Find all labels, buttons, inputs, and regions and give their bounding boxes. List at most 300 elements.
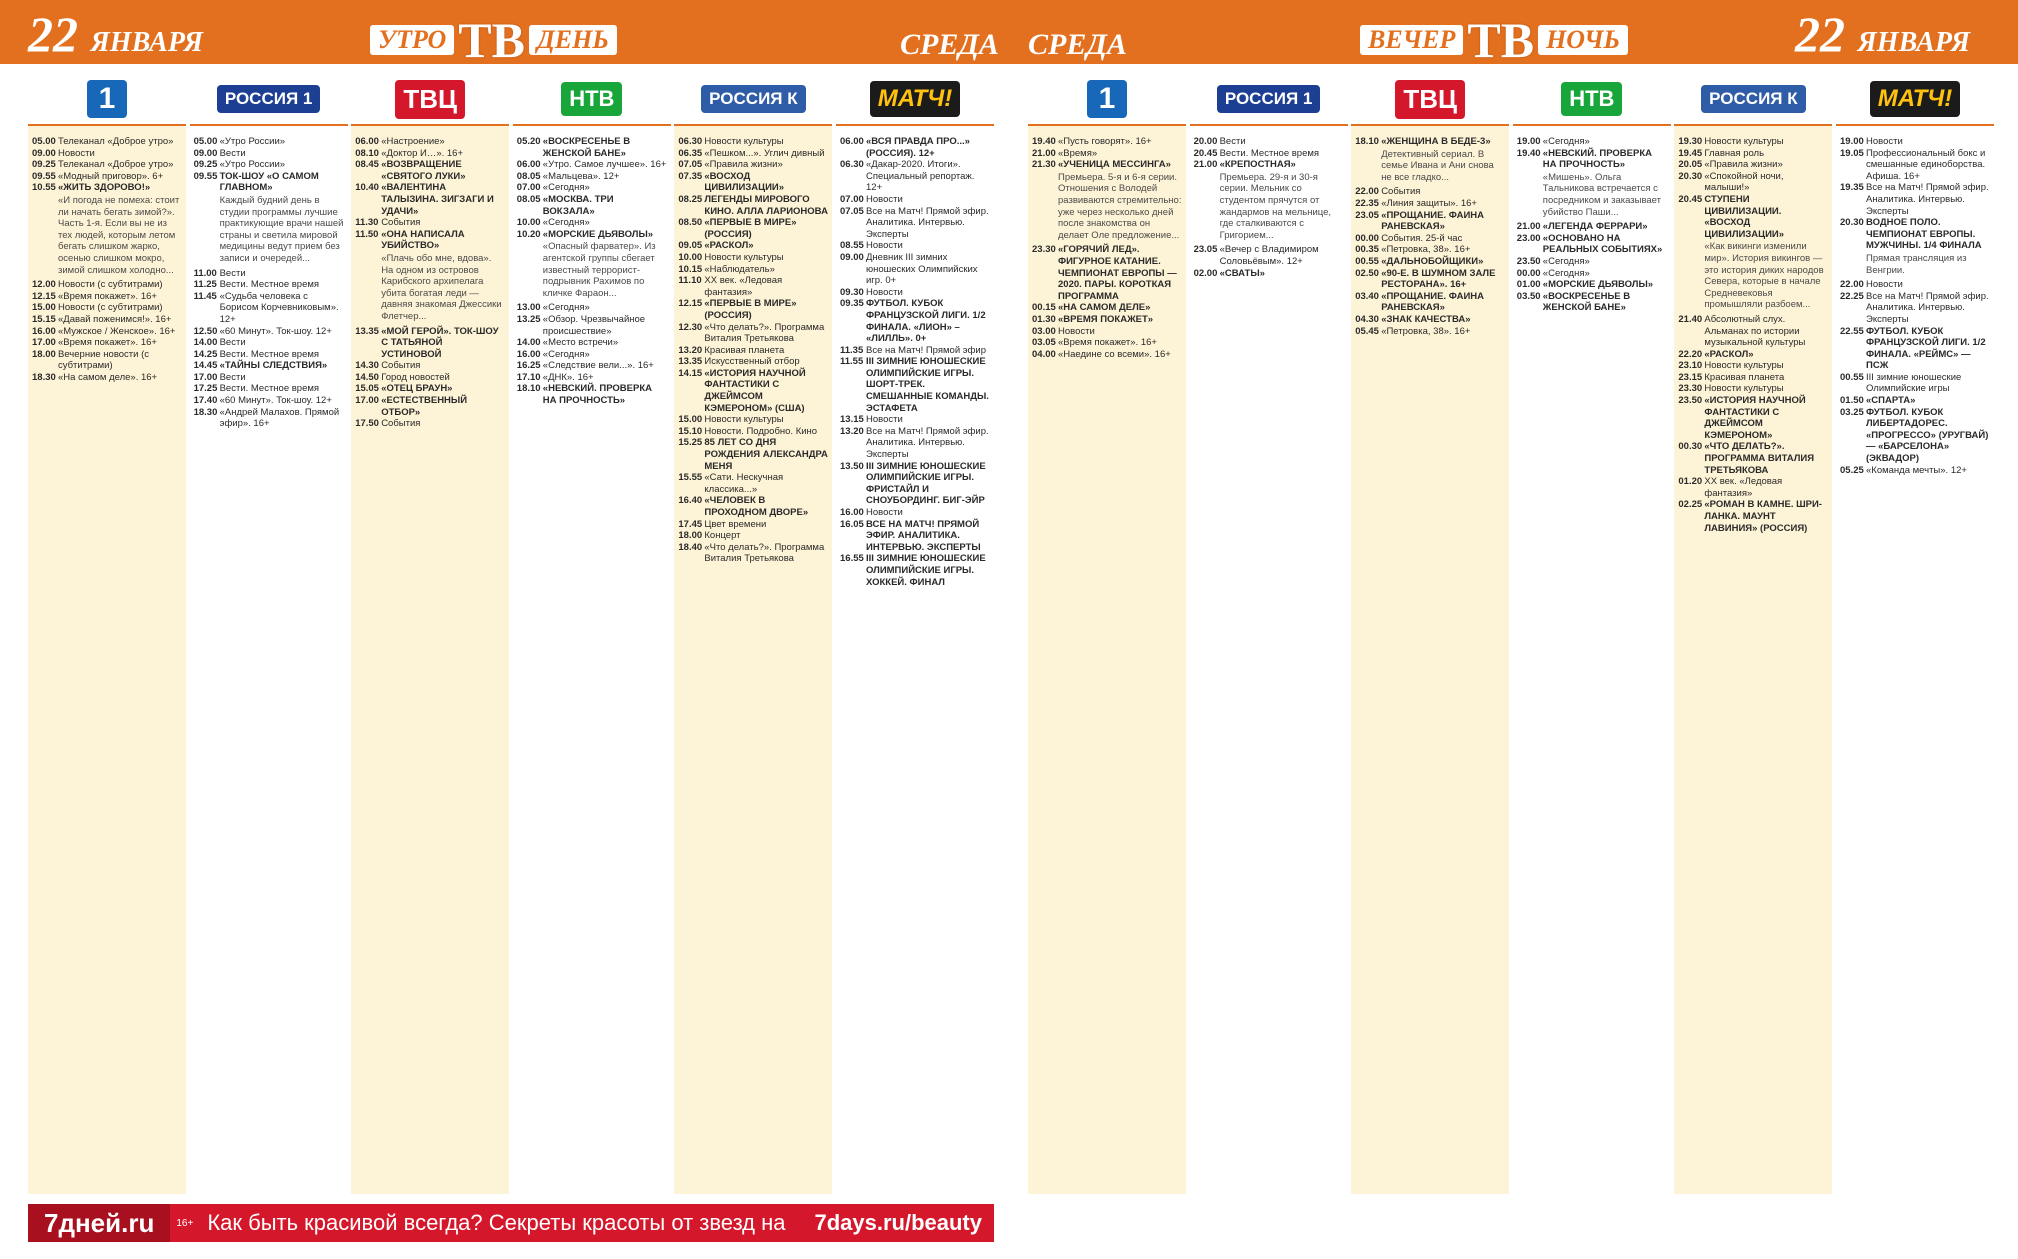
program-entry xyxy=(678,159,828,171)
program-entry xyxy=(1517,221,1667,233)
program-entry xyxy=(1355,326,1505,338)
channel-column xyxy=(1836,74,1994,1194)
program-title: «ПЕРВЫЕ В МИРЕ» (РОССИЯ) xyxy=(704,298,797,321)
program-time: 10.15 xyxy=(678,263,703,275)
program-title: «Пусть говорят». 16+ xyxy=(1058,136,1152,147)
program-title: Вечерние новости (с субтитрами) xyxy=(58,348,150,372)
program-entry xyxy=(1678,148,1828,160)
program-title: «ВОСКРЕСЕНЬЕ В ЖЕНСКОЙ БАНЕ» xyxy=(1542,290,1631,314)
program-time: 15.00 xyxy=(32,302,56,314)
channel-logo xyxy=(674,74,832,126)
program-description: Прямая трансляция из Венгрии. xyxy=(1866,252,1967,276)
program-entry xyxy=(1032,244,1182,302)
program-time: 22.20 xyxy=(1678,348,1703,360)
program-title: Профессиональный бокс и смешанные единоборства. Афиша. 16+ xyxy=(1866,147,1986,182)
program-title: «Наблюдатель» xyxy=(704,263,775,275)
program-entry xyxy=(1840,148,1990,183)
program-title: «Правила жизни» xyxy=(704,159,783,171)
channel-logo xyxy=(1836,74,1994,126)
program-title: Новости культуры xyxy=(704,414,784,426)
program-title: «Время» xyxy=(1058,147,1098,159)
program-time: 05.20 xyxy=(516,136,541,147)
program-entry xyxy=(678,298,828,321)
program-time: 09.55 xyxy=(193,170,218,182)
program-title: События. 25-й час xyxy=(1381,232,1463,244)
program-time: 15.55 xyxy=(678,472,703,484)
program-list xyxy=(194,136,344,1190)
program-time: 22.35 xyxy=(1355,197,1379,209)
program-title: «НЕВСКИЙ. ПРОВЕРКА НА ПРОЧНОСТЬ» xyxy=(1542,147,1652,171)
program-entry xyxy=(355,182,505,217)
program-entry xyxy=(1032,326,1182,338)
program-entry xyxy=(517,217,667,229)
program-title: «ЛЕГЕНДА ФЕРРАРИ» xyxy=(1542,221,1648,233)
program-entry xyxy=(355,229,505,252)
program-entry xyxy=(678,136,828,148)
program-time: 20.30 xyxy=(1678,170,1703,182)
program-entry xyxy=(678,542,828,565)
program-entry xyxy=(678,171,828,194)
program-entry xyxy=(355,395,505,418)
program-title: Новости культуры xyxy=(1704,360,1784,372)
program-description: «Как викинги изменили мир». История викингов — это история диких народов Севера, которые в начале Средневековья промышляли разбоем... xyxy=(1704,241,1824,311)
program-time: 16.25 xyxy=(516,360,541,372)
program-entry xyxy=(1032,314,1182,326)
program-entry xyxy=(32,279,182,291)
program-title: «ИСТОРИЯ НАУЧНОЙ ФАНТАСТИКИ С ДЖЕЙМСОМ КЭМЕРОНОМ» xyxy=(1704,395,1806,441)
banner-slogan: Как быть красивой всегда? Секреты красоты от звезд на xyxy=(207,1210,786,1235)
channel-logo-label: ТВЦ xyxy=(395,80,465,119)
program-entry xyxy=(355,360,505,372)
program-entry xyxy=(1355,233,1505,245)
program-title: «Время покажет». 16+ xyxy=(58,290,157,302)
program-time: 21.00 xyxy=(1032,147,1056,159)
program-title: «РАСКОЛ» xyxy=(1704,348,1754,360)
program-entry xyxy=(355,148,505,160)
program-entry xyxy=(32,136,182,148)
program-entry xyxy=(840,345,990,357)
program-time: 19.00 xyxy=(1840,136,1864,147)
program-entry xyxy=(1840,291,1990,326)
channel-logo xyxy=(836,74,994,126)
program-time: 21.30 xyxy=(1032,159,1056,171)
program-title: Новости xyxy=(1866,279,1903,291)
program-title: Новости xyxy=(866,193,903,205)
program-entry xyxy=(1840,372,1990,395)
channel-logo-label: РОССИЯ 1 xyxy=(1217,85,1321,113)
program-entry xyxy=(678,252,828,264)
program-time: 19.40 xyxy=(1516,147,1541,159)
program-title: «РАСКОЛ» xyxy=(704,240,754,252)
program-time: 16.00 xyxy=(32,325,56,337)
program-entry xyxy=(1032,302,1182,314)
program-entry xyxy=(840,240,990,252)
program-title: «Правила жизни» xyxy=(1704,159,1783,171)
program-title: Главная роль xyxy=(1704,147,1765,159)
program-title: Город новостей xyxy=(381,371,450,383)
program-entry xyxy=(1032,148,1182,160)
channel-logo xyxy=(1513,74,1671,126)
program-title: ФУТБОЛ. КУБОК ФРАНЦУЗСКОЙ ЛИГИ. 1/2 ФИНАЛА. «РЕЙМС» — ПСЖ xyxy=(1866,325,1986,372)
program-entry xyxy=(678,414,828,426)
program-time: 22.25 xyxy=(1840,290,1864,302)
program-time: 07.00 xyxy=(516,182,541,194)
program-title: «ВСЯ ПРАВДА ПРО...» (РОССИЯ). 12+ xyxy=(866,136,970,159)
program-title: «ВОЗВРАЩЕНИЕ «СВЯТОГО ЛУКИ» xyxy=(381,159,466,182)
program-title: «Утро России» xyxy=(219,136,286,147)
banner-age: 16+ xyxy=(176,1217,194,1229)
channel-column xyxy=(1674,74,1832,1194)
program-title: «60 Минут». Ток-шоу. 12+ xyxy=(219,395,332,407)
program-entry xyxy=(517,360,667,372)
program-entry xyxy=(355,136,505,148)
program-time: 03.00 xyxy=(1032,325,1056,337)
program-entry xyxy=(1032,136,1182,148)
program-time: 22.55 xyxy=(1840,325,1864,337)
program-entry xyxy=(1678,360,1828,372)
program-entry xyxy=(32,372,182,384)
program-time: 09.00 xyxy=(840,251,864,263)
program-title: Новости xyxy=(1058,325,1095,337)
program-time: 01.00 xyxy=(1516,279,1541,291)
program-entry xyxy=(1355,198,1505,210)
program-title: «Вечер с Владимиром Соловьёвым». 12+ xyxy=(1219,244,1319,267)
program-time: 11.45 xyxy=(193,290,217,302)
program-title: Телеканал «Доброе утро» xyxy=(58,136,174,147)
channel-column xyxy=(674,74,832,1194)
program-entry xyxy=(840,507,990,519)
program-title: «Что делать?». Программа Виталия Третьякова xyxy=(704,321,825,345)
program-entry xyxy=(517,349,667,361)
program-time: 10.00 xyxy=(516,217,541,229)
program-entry xyxy=(194,159,344,171)
channel-column xyxy=(1513,74,1671,1194)
program-entry xyxy=(1840,326,1990,372)
program-entry xyxy=(1194,148,1344,160)
banner-link[interactable]: 7days.ru/beauty xyxy=(814,1210,982,1235)
program-title: Вести. Местное время xyxy=(219,348,320,360)
program-time: 16.55 xyxy=(840,553,864,565)
program-entry xyxy=(194,148,344,160)
program-entry xyxy=(1032,337,1182,349)
program-time: 18.30 xyxy=(193,406,218,418)
program-time: 09.25 xyxy=(193,159,218,171)
channel-logo xyxy=(28,74,186,126)
program-entry xyxy=(678,368,828,414)
bottom-banner[interactable] xyxy=(28,1204,994,1242)
program-title: «ДНК». 16+ xyxy=(542,371,594,383)
program-time: 01.20 xyxy=(1678,476,1703,488)
program-title: Телеканал «Доброе утро» xyxy=(58,159,174,171)
program-time: 17.00 xyxy=(355,395,379,407)
program-time: 12.15 xyxy=(678,298,703,310)
program-title: «Пешком...». Углич дивный xyxy=(704,147,825,159)
program-time: 05.45 xyxy=(1355,325,1379,337)
program-time: 02.25 xyxy=(1678,499,1703,511)
program-title: «Обзор. Чрезвычайное происшествие» xyxy=(542,313,646,337)
program-entry xyxy=(194,337,344,349)
program-entry xyxy=(1355,210,1505,233)
channel-logo xyxy=(1674,74,1832,126)
program-title: События xyxy=(381,217,421,229)
program-time: 20.45 xyxy=(1678,193,1703,205)
channel-column xyxy=(190,74,348,1194)
program-entry xyxy=(194,171,344,194)
program-time: 17.00 xyxy=(32,337,56,349)
program-entry xyxy=(840,194,990,206)
program-entry xyxy=(840,287,990,299)
program-time: 11.10 xyxy=(678,275,702,287)
program-entry xyxy=(1678,395,1828,441)
channel-logo-label: 1 xyxy=(87,80,128,118)
right-day: СРЕДА xyxy=(1028,28,1127,61)
channel-logo xyxy=(1028,74,1186,126)
program-title: 85 ЛЕТ СО ДНЯ РОЖДЕНИЯ АЛЕКСАНДРА МЕНЯ xyxy=(704,437,828,472)
program-entry xyxy=(1678,314,1828,349)
program-entry xyxy=(1355,186,1505,198)
program-title: «ЧТО ДЕЛАТЬ?». ПРОГРАММА ВИТАЛИЯ ТРЕТЬЯКОВА xyxy=(1704,441,1815,476)
program-entry xyxy=(355,372,505,384)
program-title: «ОНА НАПИСАЛА УБИЙСТВО» xyxy=(381,228,465,252)
program-title: «МОРСКИЕ ДЬЯВОЛЫ» xyxy=(1542,279,1654,291)
program-title: «Сати. Нескучная классика...» xyxy=(704,472,784,495)
program-time: 06.35 xyxy=(678,147,703,159)
program-title: ВОДНОЕ ПОЛО. ЧЕМПИОНАТ ЕВРОПЫ. МУЖЧИНЫ. 1/4 ФИНАЛА xyxy=(1866,217,1982,252)
program-time: 14.25 xyxy=(193,348,218,360)
program-time: 06.00 xyxy=(840,136,864,147)
program-entry xyxy=(678,356,828,368)
program-title: «Линия защиты». 16+ xyxy=(1381,197,1477,209)
program-time: 06.30 xyxy=(840,159,864,171)
program-entry xyxy=(1517,279,1667,291)
program-title: Вести xyxy=(219,371,246,383)
program-time: 18.00 xyxy=(32,348,56,360)
program-time: 09.30 xyxy=(840,286,864,298)
program-description: «Опасный фарватер». Из агентской группы сбегает известный террорист-подрывник Рахимов по кличке Фараон... xyxy=(542,241,656,299)
program-entry xyxy=(32,349,182,372)
program-title: «РОМАН В КАМНЕ. ШРИ-ЛАНКА. МАУНТ ЛАВИНИЯ» (РОССИЯ) xyxy=(1704,499,1822,534)
program-title: «Время покажет». 16+ xyxy=(58,337,157,349)
program-time: 13.00 xyxy=(516,302,541,314)
program-time: 18.00 xyxy=(678,530,703,542)
channel-logo-label: НТВ xyxy=(1561,82,1622,116)
program-list xyxy=(355,136,505,1190)
program-title: «Сегодня» xyxy=(542,302,590,314)
program-time: 19.40 xyxy=(1032,136,1056,147)
program-entry xyxy=(1840,465,1990,477)
program-time: 08.55 xyxy=(840,240,864,252)
program-entry xyxy=(1032,159,1182,171)
program-title: Новости xyxy=(866,507,903,518)
channel-logo-label: 1 xyxy=(1087,80,1128,118)
channel-column xyxy=(1190,74,1348,1194)
program-title: Новости культуры xyxy=(1704,383,1784,395)
program-time: 14.30 xyxy=(355,360,379,372)
program-entry xyxy=(194,268,344,280)
program-entry xyxy=(517,182,667,194)
program-time: 10.40 xyxy=(355,182,379,194)
program-entry xyxy=(840,252,990,287)
program-time: 21.00 xyxy=(1516,221,1541,233)
program-entry xyxy=(678,472,828,495)
program-time: 19.45 xyxy=(1678,147,1703,159)
program-time: 14.00 xyxy=(516,337,541,349)
program-entry xyxy=(840,136,990,159)
program-title: «Модный приговор». 6+ xyxy=(58,170,164,182)
program-time: 23.05 xyxy=(1355,209,1379,221)
program-entry xyxy=(1355,256,1505,268)
program-time: 13.20 xyxy=(840,425,864,437)
program-time: 10.20 xyxy=(516,228,541,240)
program-time: 12.50 xyxy=(193,325,218,337)
program-title: «ТАЙНЫ СЛЕДСТВИЯ» xyxy=(219,360,328,372)
program-list xyxy=(1840,136,1990,1190)
banner-site[interactable]: 7дней.ru xyxy=(28,1204,170,1242)
program-title: «Настроение» xyxy=(381,136,445,147)
program-time: 23.30 xyxy=(1678,383,1703,395)
program-title: «ОТЕЦ БРАУН» xyxy=(381,383,453,395)
program-time: 05.25 xyxy=(1840,464,1864,476)
program-entry xyxy=(1032,349,1182,361)
program-title: «ПЕРВЫЕ В МИРЕ» (РОССИЯ) xyxy=(704,217,797,240)
program-time: 20.45 xyxy=(1193,147,1218,159)
program-time: 17.40 xyxy=(193,395,218,407)
morning-page xyxy=(28,74,994,1194)
program-entry xyxy=(1678,372,1828,384)
program-title: «Спокойной ночи, малыши!» xyxy=(1704,170,1784,194)
program-entry xyxy=(32,159,182,171)
program-title: «СВАТЫ» xyxy=(1219,267,1265,279)
program-time: 00.15 xyxy=(1032,302,1056,314)
program-time: 15.05 xyxy=(355,383,379,395)
program-time: 08.05 xyxy=(516,170,541,182)
program-title: Новости культуры xyxy=(1704,136,1784,147)
channel-column xyxy=(351,74,509,1194)
evening-page xyxy=(1028,74,1994,1194)
program-entry xyxy=(1678,171,1828,194)
program-title: «ЗНАК КАЧЕСТВА» xyxy=(1381,313,1471,325)
program-title: Новости (с субтитрами) xyxy=(58,279,163,291)
program-time: 16.00 xyxy=(840,507,864,518)
program-entry xyxy=(1840,136,1990,148)
program-title: «Сегодня» xyxy=(542,217,590,229)
program-time: 11.00 xyxy=(193,267,217,279)
program-entry xyxy=(517,159,667,171)
program-title: Искусственный отбор xyxy=(704,356,800,368)
program-time: 21.40 xyxy=(1678,313,1703,325)
program-time: 07.35 xyxy=(678,170,703,182)
program-title: Концерт xyxy=(704,530,741,542)
program-entry xyxy=(678,530,828,542)
program-time: 08.05 xyxy=(516,193,541,205)
program-entry xyxy=(355,383,505,395)
program-entry xyxy=(517,171,667,183)
channel-logo xyxy=(190,74,348,126)
program-time: 03.25 xyxy=(1840,406,1864,418)
program-entry xyxy=(1355,314,1505,326)
program-title: Цвет времени xyxy=(704,518,767,530)
program-time: 11.35 xyxy=(840,344,864,356)
program-list xyxy=(840,136,990,1190)
program-title: «Место встречи» xyxy=(542,337,619,349)
program-entry xyxy=(1355,268,1505,291)
program-time: 02.00 xyxy=(1193,267,1218,279)
program-time: 22.00 xyxy=(1840,279,1864,291)
program-time: 04.30 xyxy=(1355,313,1379,325)
program-title: «Сегодня» xyxy=(1542,267,1590,279)
program-time: 08.45 xyxy=(355,159,379,171)
program-entry xyxy=(840,414,990,426)
program-time: 19.30 xyxy=(1678,136,1703,147)
program-entry xyxy=(840,553,990,588)
program-title: «МОСКВА. ТРИ ВОКЗАЛА» xyxy=(542,193,614,217)
program-entry xyxy=(32,171,182,183)
program-title: «ЧЕЛОВЕК В ПРОХОДНОМ ДВОРЕ» xyxy=(704,495,809,518)
program-list xyxy=(1355,136,1505,1190)
program-entry xyxy=(1678,136,1828,148)
program-title: «Следствие вели...». 16+ xyxy=(542,360,654,372)
program-entry xyxy=(517,372,667,384)
left-tv-logo: УТРО ТВ ДЕНЬ xyxy=(370,20,617,60)
header-bar xyxy=(0,0,2018,68)
program-time: 18.10 xyxy=(1355,136,1379,147)
program-title: «Сегодня» xyxy=(1542,136,1590,147)
channel-column xyxy=(513,74,671,1194)
program-entry xyxy=(1678,441,1828,476)
program-title: «Петровка, 38». 16+ xyxy=(1381,325,1471,337)
program-title: События xyxy=(381,360,421,372)
program-time: 23.50 xyxy=(1678,395,1703,407)
program-time: 15.15 xyxy=(32,313,56,325)
program-title: Новости xyxy=(1866,136,1903,147)
program-entry xyxy=(1194,136,1344,148)
program-title: Красивая планета xyxy=(1704,371,1785,383)
program-title: «Петровка, 38». 16+ xyxy=(1381,244,1471,256)
program-entry xyxy=(1678,499,1828,534)
program-entry xyxy=(194,291,344,326)
channel-column xyxy=(28,74,186,1194)
program-title: Вести xyxy=(219,147,246,159)
program-time: 00.00 xyxy=(1516,267,1541,279)
program-title: «СПАРТА» xyxy=(1866,395,1916,407)
program-title: Новости xyxy=(866,414,903,426)
program-time: 23.00 xyxy=(1516,232,1541,244)
program-time: 20.00 xyxy=(1193,136,1218,147)
program-entry xyxy=(678,426,828,438)
program-title: Новости xyxy=(866,240,903,252)
program-time: 18.10 xyxy=(516,383,541,395)
program-title: Новости культуры xyxy=(704,251,784,263)
program-time: 23.50 xyxy=(1516,255,1541,267)
program-time: 20.30 xyxy=(1840,217,1864,229)
program-entry xyxy=(517,136,667,159)
program-entry xyxy=(32,148,182,160)
program-time: 13.15 xyxy=(840,414,864,426)
program-title: Вести xyxy=(1219,136,1246,147)
program-title: Вести xyxy=(219,267,246,279)
program-title: Новости культуры xyxy=(704,136,784,147)
program-title: «ВРЕМЯ ПОКАЖЕТ» xyxy=(1058,313,1154,325)
program-time: 19.00 xyxy=(1516,136,1541,147)
program-title: «Андрей Малахов. Прямой эфир». 16+ xyxy=(219,406,340,430)
channel-column xyxy=(1028,74,1186,1194)
program-entry xyxy=(1517,256,1667,268)
program-time: 08.10 xyxy=(355,147,379,159)
program-entry xyxy=(517,194,667,217)
program-title: «ЖИТЬ ЗДОРОВО!» xyxy=(58,182,151,194)
program-title: «Сегодня» xyxy=(542,182,590,194)
program-entry xyxy=(194,326,344,338)
